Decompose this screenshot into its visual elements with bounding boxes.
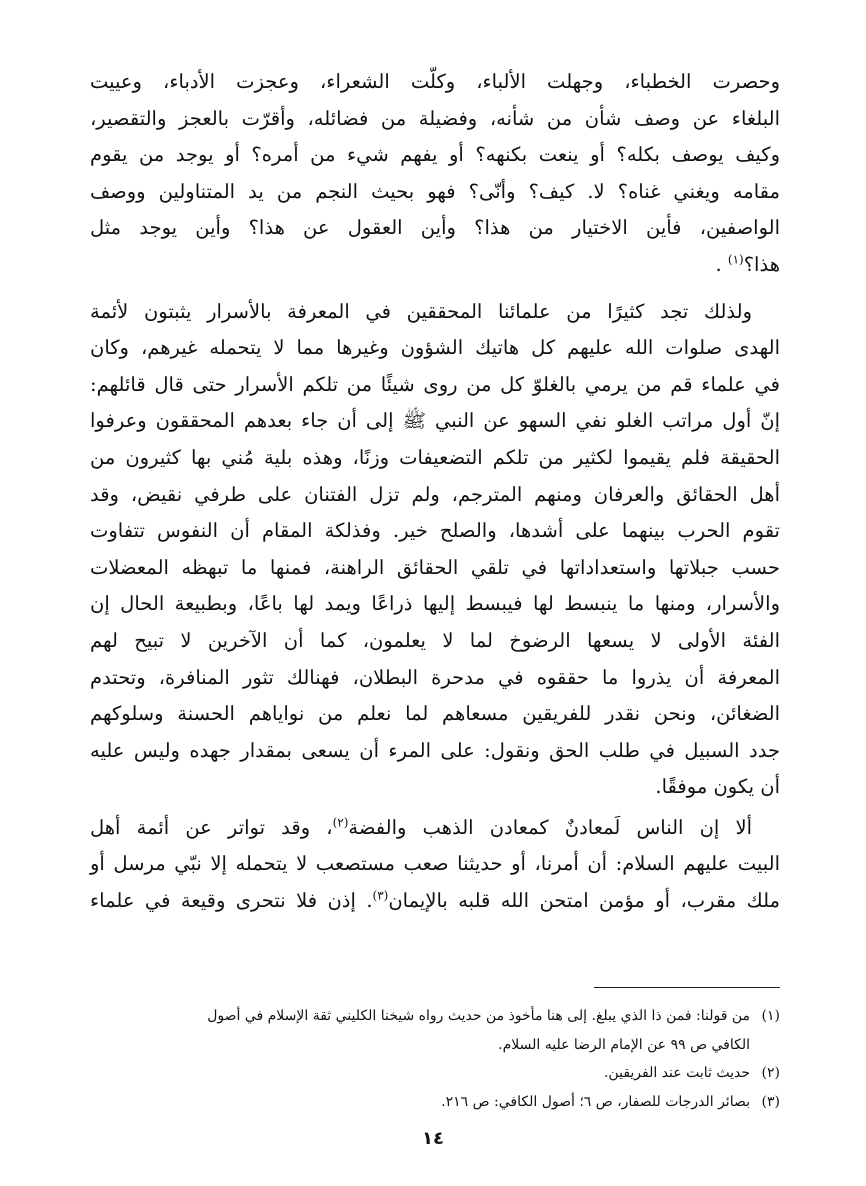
text-line xyxy=(90,247,780,284)
footnote-1 xyxy=(90,1002,780,1059)
text-line: أن يكون موفقًا. xyxy=(655,775,780,799)
text-line: الضغائن، ونحن نقدر للفريقين مسعاهم لما نعلم من نواياهم الحسنة وسلوكهم xyxy=(90,702,780,726)
main-text xyxy=(90,64,780,920)
text-line: مقامه ويغني غناه؟ لا. كيف؟ وأنّى؟ فهو بحيث النجم من يد المتناولين ووصف xyxy=(90,179,780,203)
footnote-ref-1: (١) xyxy=(727,252,744,267)
footnote-text: حديث ثابت عند الفريقين. xyxy=(603,1065,750,1081)
text-fragment: ملك مقرب، أو مؤمن امتحن الله قلبه بالإيمان xyxy=(388,889,780,913)
text-line: ولذلك تجد كثيرًا من علمائنا المحققين في المعرفة بالأسرار يثبتون لأئمة xyxy=(90,299,752,323)
footnote-text: بصائر الدرجات للصفار، ص ٦؛ أصول الكافي: ص ٢١٦. xyxy=(441,1093,750,1110)
text-line: الفئة الأولى لا يسعها الرضوخ لما لا يعلمون، كما أن الآخرين لا تبيح لهم xyxy=(90,628,780,652)
text-line: وكيف يوصف بكله؟ أو ينعت بكنهه؟ أو يفهم شيء من أمره؟ أو يوجد من يقوم xyxy=(90,143,780,167)
paragraph-1 xyxy=(90,64,780,284)
footnote-separator xyxy=(594,987,780,988)
text-line: إنّ أول مراتب الغلو نفي السهو عن النبي ﷺ إلى أن جاء بعدهم المحققون وعرفوا xyxy=(90,409,780,433)
text-line xyxy=(90,883,780,920)
footnote-number: (١) xyxy=(761,1008,780,1024)
text-fragment: ، وقد تواتر عن أئمة أهل xyxy=(90,815,333,839)
footnote-ref-2: (٢) xyxy=(332,815,349,830)
text-line: الحقيقة فلم يقيموا لكثير من تلكم التضعيفات وزنًا، وهذه بلية مُني بها كثيرون من xyxy=(90,445,780,469)
footnote-text: من قولنا: فمن ذا الذي يبلغ. إلى هنا مأخوذ من حديث رواه شيخنا الكليني ثقة الإسلام في أصول xyxy=(207,1008,750,1024)
text-line: البلغاء عن وصف شأن من شأنه، وفضيلة من فضائله، وأقرّت بالعجز والتقصير، xyxy=(90,106,780,130)
text-line: في علماء قم من يرمي بالغلوّ كل من روى شيئًا من تلكم الأسرار حتى قال قائلهم: xyxy=(90,372,780,396)
paragraph-3 xyxy=(90,810,780,920)
footnote-text: الكافي ص ٩٩ عن الإمام الرضا عليه السلام. xyxy=(498,1036,750,1053)
text-line: البيت عليهم السلام: أن أمرنا، أو حديثنا صعب مستصعب لا يتحمله إلا نبّي مرسل أو xyxy=(90,852,780,876)
text-line: تقوم الحرب بينهما على أشدها، والصلح خير. وفذلكة المقام أن النفوس تتفاوت xyxy=(90,519,780,543)
text-fragment: هذا؟ xyxy=(743,252,780,276)
footnote-number: (٣) xyxy=(761,1093,780,1110)
text-line: والأسرار، ومنها ما ينبسط لها فيبسط إليها ذراعًا ويمد لها باعًا، وبطبيعة الحال إن xyxy=(90,592,780,616)
footnotes xyxy=(90,1002,780,1116)
text-line xyxy=(90,810,780,847)
text-line: أهل الحقائق والعرفان ومنهم المترجم، ولم تزل الفتنان على طرفي نقيض، وقد xyxy=(90,482,780,506)
text-line: حسب جبلاتها واستعداداتها في تلقي الحقائق الراهنة، فمنها ما تبهظه المعضلات xyxy=(90,555,780,579)
text-line: المعرفة أن يذروا ما حققوه في مدحرة البطلان، فهنالك تثور المنافرة، وتحتدم xyxy=(90,665,780,689)
text-fragment: . إذن فلا نتحرى وقيعة في علماء xyxy=(90,889,373,913)
text-fragment: ألا إن الناس لَمعادنٌ كمعادن الذهب والفضة xyxy=(348,815,752,839)
text-line: جدد السبيل في طلب الحق ونقول: على المرء أن يسعى بمقدار جهده وليس عليه xyxy=(90,738,780,762)
text-fragment: . xyxy=(715,252,722,276)
text-line: وحصرت الخطباء، وجهلت الألباء، وكلّت الشعراء، وعجزت الأدباء، وعييت xyxy=(90,70,780,93)
text-line: الواصفين، فأين الاختيار من هذا؟ وأين العقول عن هذا؟ وأين يوجد مثل xyxy=(90,216,780,240)
page-number: ١٤ xyxy=(422,1128,444,1149)
text-line: الهدى صلوات الله عليهم كل هاتيك الشؤون وغيرها مما لا يتحمله غيرهم، وكان xyxy=(90,336,780,360)
paragraph-2 xyxy=(90,294,780,806)
footnote-number: (٢) xyxy=(761,1065,780,1081)
footnote-3 xyxy=(90,1088,780,1117)
footnote-2 xyxy=(90,1059,780,1088)
footnote-ref-3: (٣) xyxy=(372,888,389,903)
